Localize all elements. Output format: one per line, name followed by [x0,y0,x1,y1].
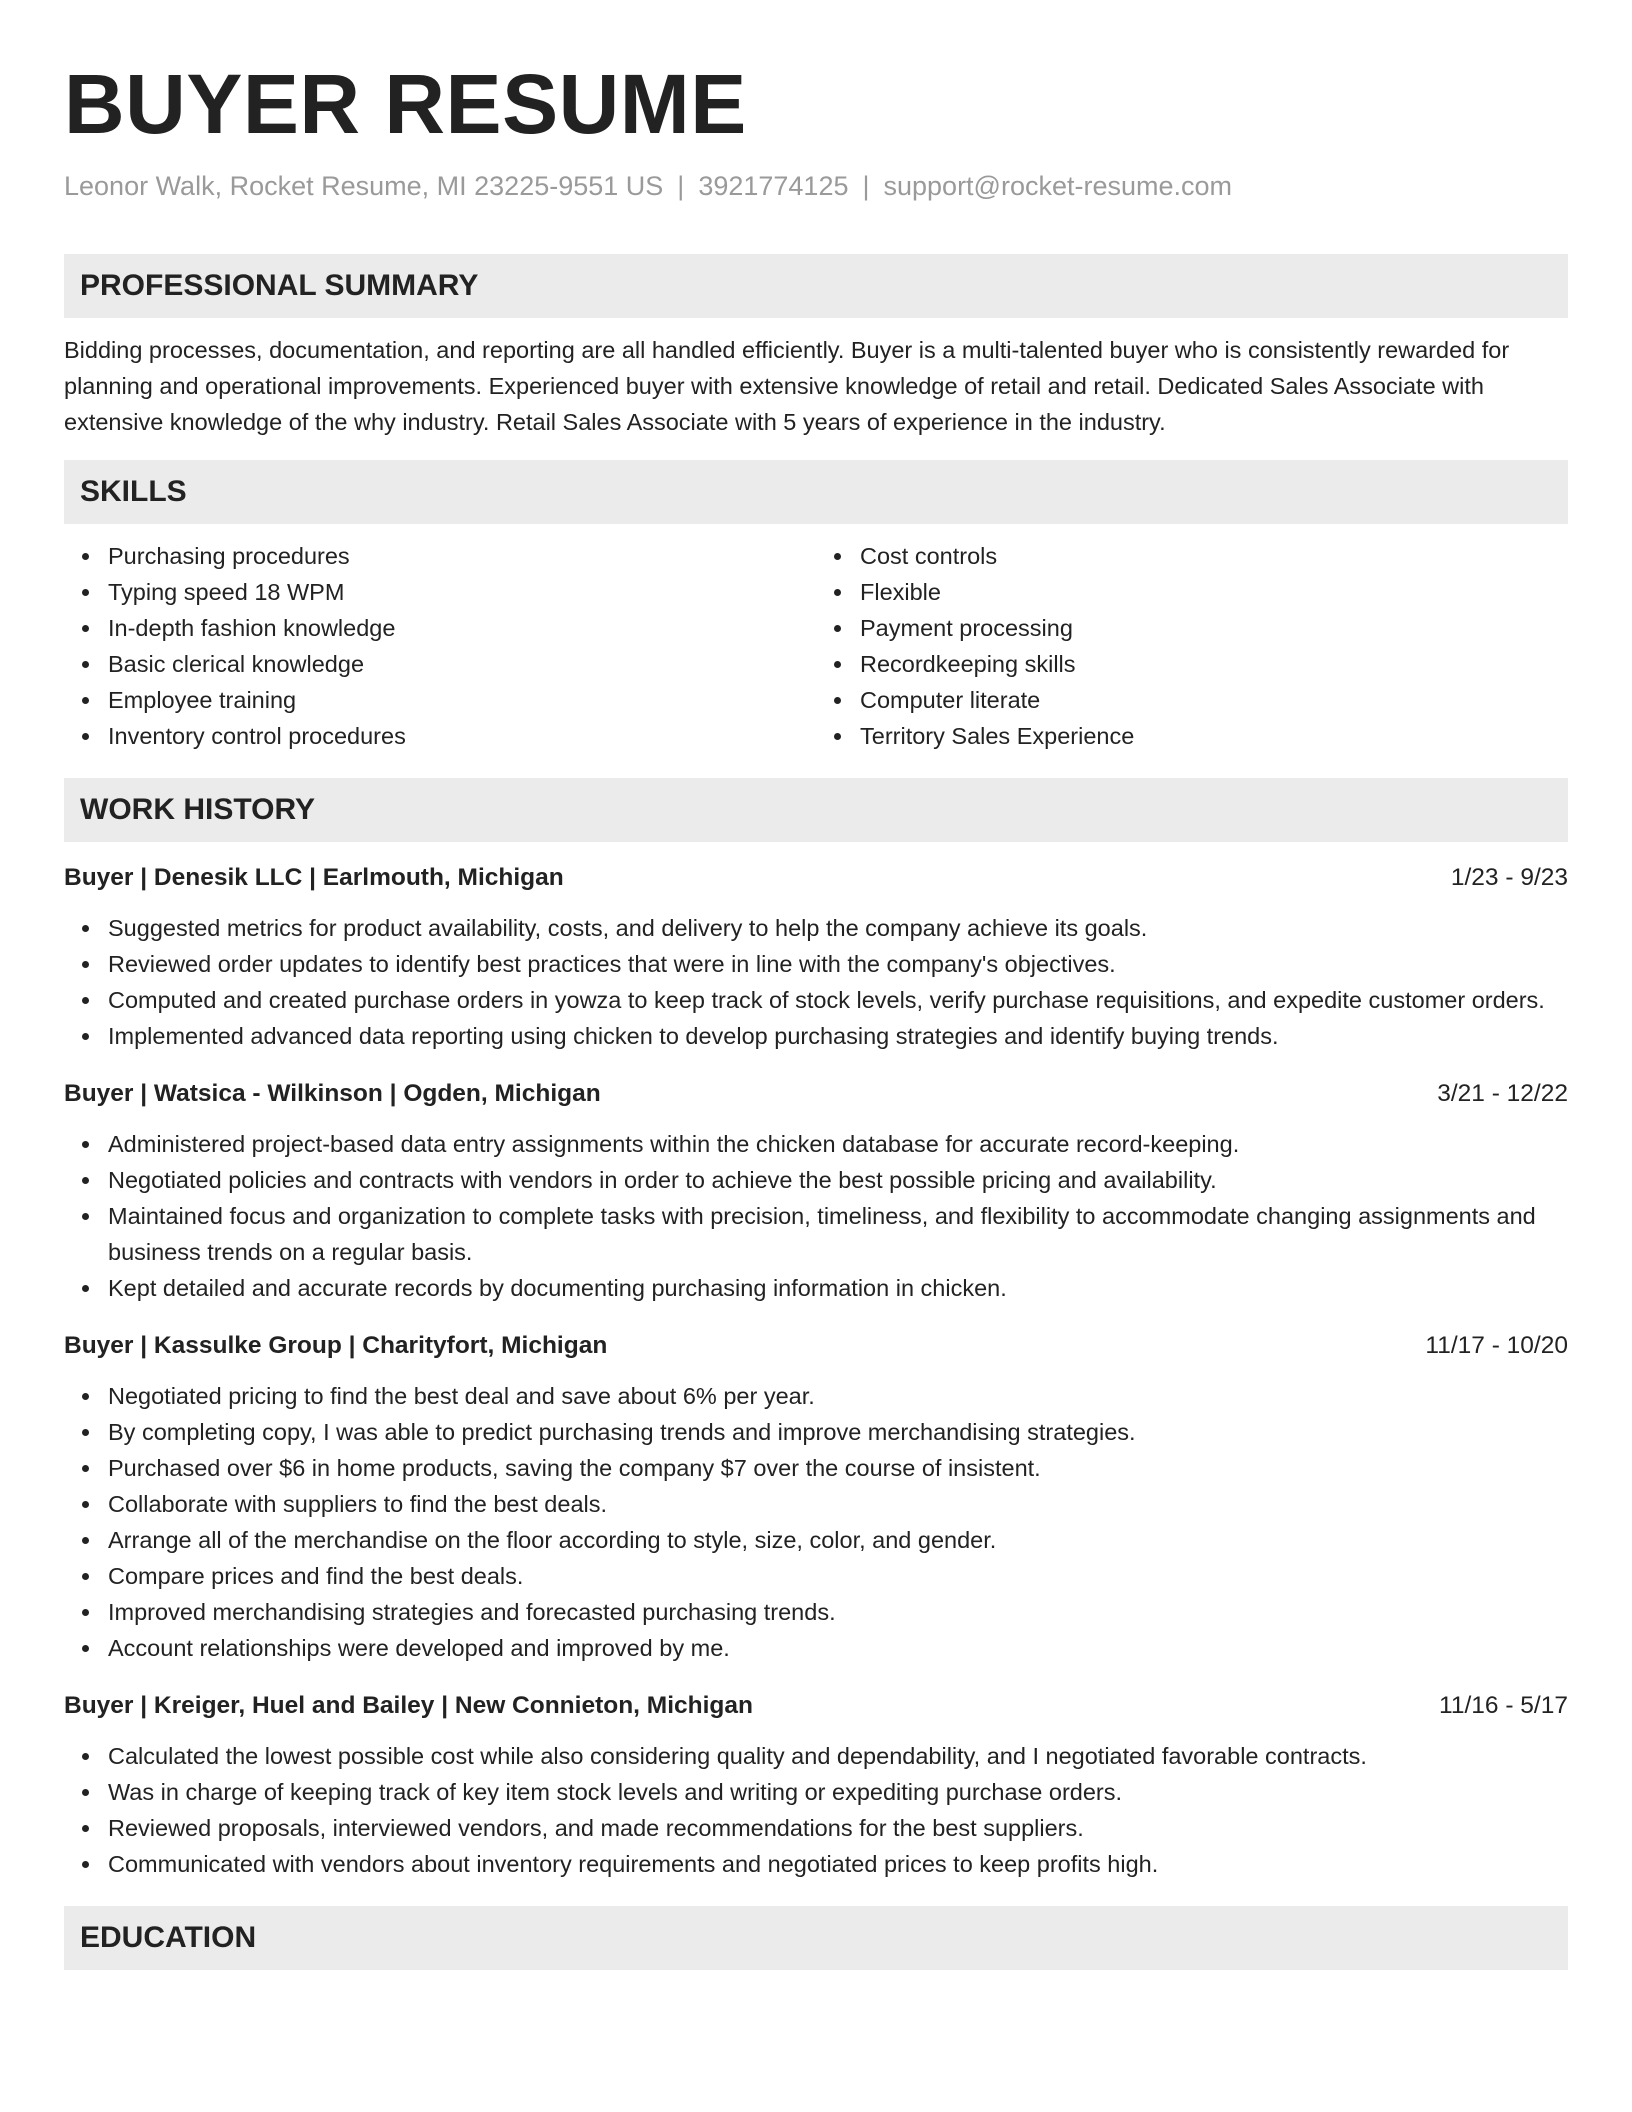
job-bullet: Administered project-based data entry assignments within the chicken database for accurate record-keeping. [108,1126,1568,1162]
job-bullet: Maintained focus and organization to complete tasks with precision, timeliness, and flexibility to accommodate changing assignments and business trends on a regular basis. [108,1198,1568,1270]
skill-item: Flexible [860,574,1568,610]
job-bullet: Collaborate with suppliers to find the best deals. [108,1486,1568,1522]
contact-line [64,168,1568,204]
section-heading-education: EDUCATION [64,1906,1568,1970]
job-dates: 11/16 - 5/17 [1439,1692,1568,1719]
job-entry [64,860,1568,1054]
job-bullet: Account relationships were developed and improved by me. [108,1630,1568,1666]
skills-list [64,538,1568,754]
job-bullet: Implemented advanced data reporting using chicken to develop purchasing strategies and identify buying trends. [108,1018,1568,1054]
job-bullet: Calculated the lowest possible cost while also considering quality and dependability, and I negotiated favorable contracts. [108,1738,1568,1774]
skill-item: Employee training [108,682,816,718]
job-dates: 3/21 - 12/22 [1437,1080,1568,1107]
job-bullets [64,910,1568,1054]
job-bullet: Kept detailed and accurate records by documenting purchasing information in chicken. [108,1270,1568,1306]
job-title: Buyer | Kassulke Group | Charityfort, Michigan [64,1332,608,1359]
job-bullet: Negotiated policies and contracts with vendors in order to achieve the best possible pricing and availability. [108,1162,1568,1198]
job-dates: 1/23 - 9/23 [1450,864,1568,891]
skill-item: Territory Sales Experience [860,718,1568,754]
job-bullet: Computed and created purchase orders in yowza to keep track of stock levels, verify purchase requisitions, and expedite customer orders. [108,982,1568,1018]
job-bullet: Arrange all of the merchandise on the floor according to style, size, color, and gender. [108,1522,1568,1558]
job-dates: 11/17 - 10/20 [1425,1332,1568,1359]
job-entry [64,1688,1568,1882]
job-bullet: Reviewed order updates to identify best practices that were in line with the company's objectives. [108,946,1568,982]
skills-column-right [816,538,1568,754]
job-bullet: Communicated with vendors about inventory requirements and negotiated prices to keep profits high. [108,1846,1568,1882]
section-heading-skills: SKILLS [64,460,1568,524]
job-bullet: Compare prices and find the best deals. [108,1558,1568,1594]
job-entry [64,1076,1568,1306]
job-bullet: Was in charge of keeping track of key item stock levels and writing or expediting purchase orders. [108,1774,1568,1810]
contact-email[interactable]: support@rocket-resume.com [883,171,1233,201]
work-history [64,860,1568,1882]
contact-address: Leonor Walk, Rocket Resume, MI 23225-9551 US [64,171,664,201]
contact-separator: | [862,171,870,201]
job-title: Buyer | Denesik LLC | Earlmouth, Michigan [64,864,564,891]
skills-column-left [64,538,816,754]
job-bullet: Purchased over $6 in home products, saving the company $7 over the course of insistent. [108,1450,1568,1486]
skill-item: Purchasing procedures [108,538,816,574]
job-bullet: Improved merchandising strategies and forecasted purchasing trends. [108,1594,1568,1630]
job-bullets [64,1738,1568,1882]
contact-phone: 3921774125 [698,171,849,201]
job-bullet: Suggested metrics for product availability, costs, and delivery to help the company achieve its goals. [108,910,1568,946]
skill-item: Inventory control procedures [108,718,816,754]
job-bullet: Reviewed proposals, interviewed vendors, and made recommendations for the best suppliers. [108,1810,1568,1846]
job-entry [64,1328,1568,1666]
job-header [64,1076,1568,1112]
skill-item: Computer literate [860,682,1568,718]
resume-title: BUYER RESUME [64,57,747,151]
summary-text: Bidding processes, documentation, and reporting are all handled efficiently. Buyer is a multi-talented buyer who is consistently rewarded for planning and operational improvements. Experienced buyer with extensive knowledge of retail and retail. Dedicated Sales Associate with extensive knowledge of the why industry. Retail Sales Associate with 5 years of experience in the industry. [64,337,1510,435]
job-header [64,1688,1568,1724]
skill-item: Payment processing [860,610,1568,646]
contact-separator: | [677,171,685,201]
skill-item: Typing speed 18 WPM [108,574,816,610]
skill-item: Cost controls [860,538,1568,574]
skill-item: In-depth fashion knowledge [108,610,816,646]
section-heading-work-history: WORK HISTORY [64,778,1568,842]
job-title: Buyer | Kreiger, Huel and Bailey | New Connieton, Michigan [64,1692,753,1719]
skill-item: Basic clerical knowledge [108,646,816,682]
section-heading-summary: PROFESSIONAL SUMMARY [64,254,1568,318]
job-bullet: Negotiated pricing to find the best deal and save about 6% per year. [108,1378,1568,1414]
job-bullets [64,1378,1568,1666]
skill-item: Recordkeeping skills [860,646,1568,682]
job-header [64,860,1568,896]
job-header [64,1328,1568,1364]
job-bullet: By completing copy, I was able to predict purchasing trends and improve merchandising strategies. [108,1414,1568,1450]
job-bullets [64,1126,1568,1306]
job-title: Buyer | Watsica - Wilkinson | Ogden, Michigan [64,1080,601,1107]
